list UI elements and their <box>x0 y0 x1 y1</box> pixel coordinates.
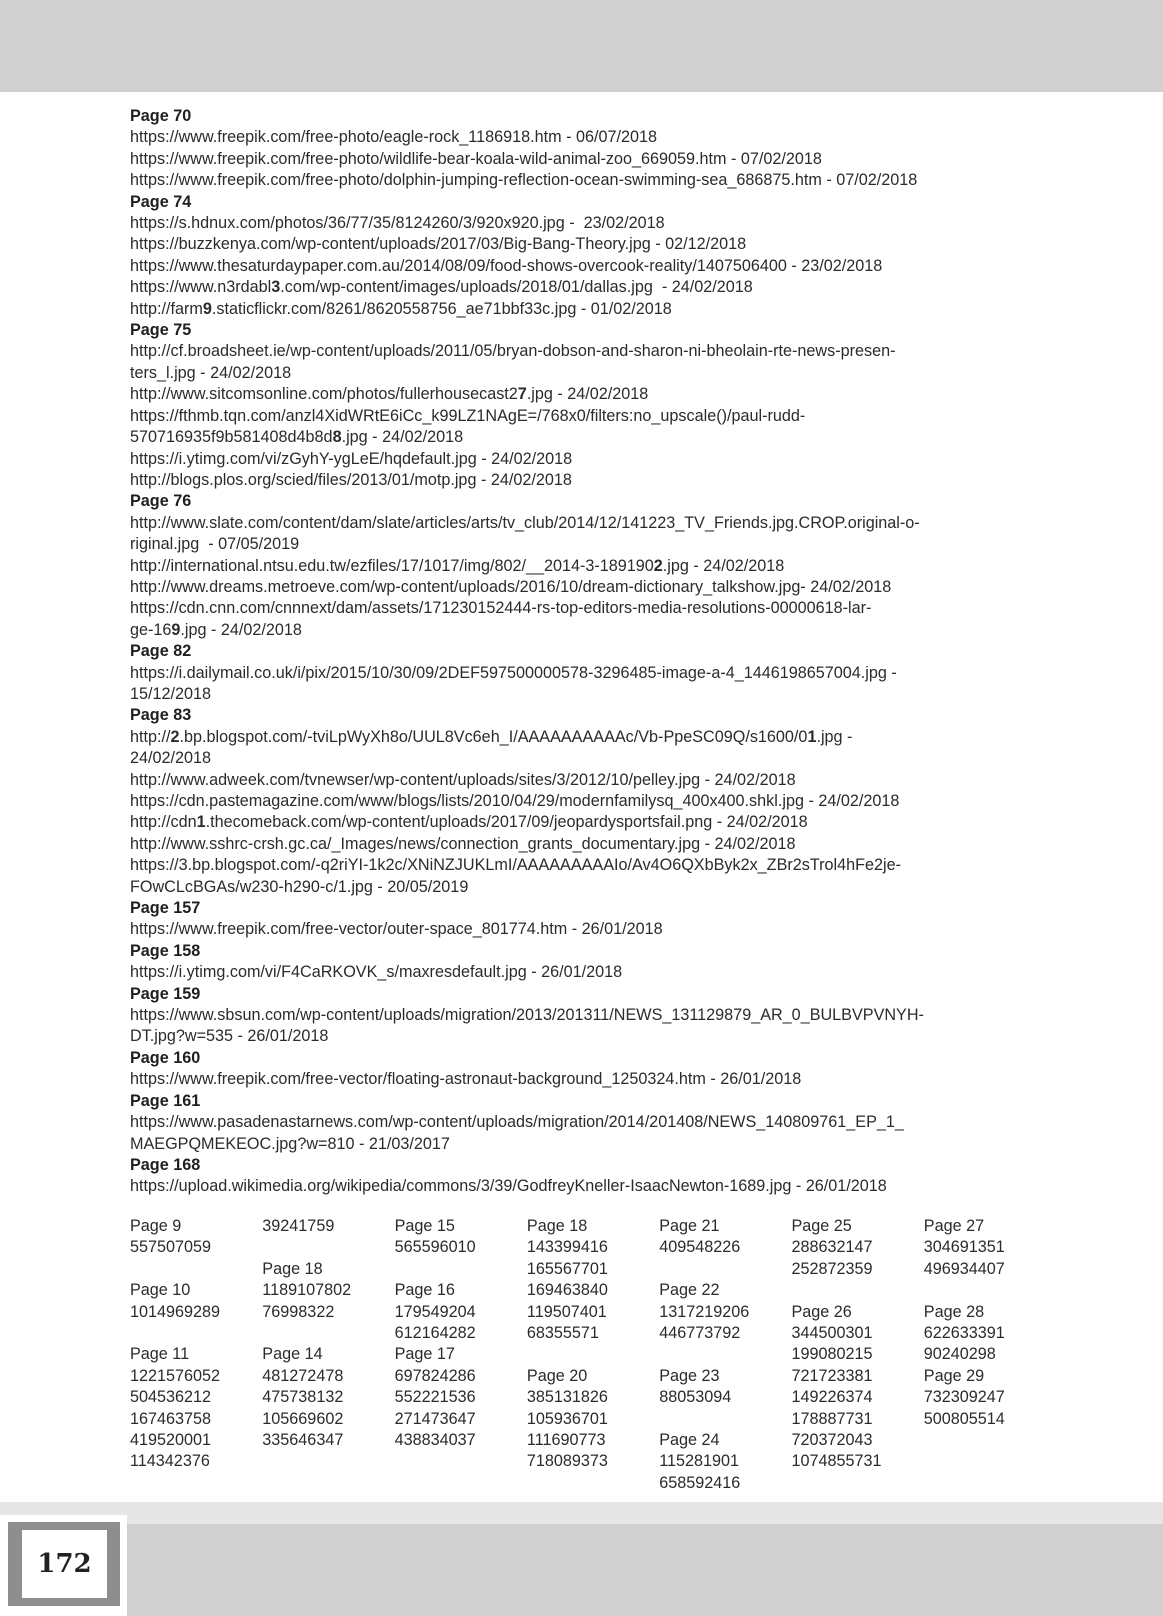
id-value <box>659 1344 791 1365</box>
id-value: 105669602 <box>262 1409 344 1428</box>
credit-url-line <box>130 556 1050 577</box>
id-page-label: Page 20 <box>526 1366 588 1385</box>
credit-url-line <box>130 406 1050 449</box>
id-value: 419520001 <box>130 1430 212 1449</box>
id-value: 732309247 <box>923 1388 1005 1407</box>
id-value: 1221576052 <box>130 1366 221 1385</box>
url-fragment: http://blogs.plos.org/scied/files/2013/01/motp.jpg - 24/02/2018 <box>130 470 572 489</box>
id-value <box>262 1323 394 1344</box>
url-fragment: https://www.freepik.com/free-photo/dolphin-jumping-reflection-ocean-swimming-sea_686875.htm - 07/02/2018 <box>130 171 918 190</box>
id-value: 115281901 <box>659 1452 740 1471</box>
credit-url-line <box>130 170 1050 191</box>
section-page-heading: Page 158 <box>130 941 201 960</box>
id-value: 39241759 <box>262 1217 335 1235</box>
credit-url-line <box>130 791 1050 812</box>
credit-url-line <box>130 213 1050 234</box>
credit-url-line <box>130 1176 1050 1197</box>
id-page-label: Page 10 <box>130 1281 191 1300</box>
credit-url-line <box>130 962 1050 983</box>
section-page-heading: Page 74 <box>130 192 192 211</box>
id-value: 88053094 <box>659 1388 732 1407</box>
id-page-label: Page 27 <box>923 1217 985 1235</box>
id-value: 481272478 <box>262 1366 344 1385</box>
image-credits-list <box>130 106 1050 1198</box>
url-fragment: https://3.bp.blogspot.com/-q2riYI-1k2c/XNiNZJUKLmI/AAAAAAAAAIo/Av4O6QXbByk2x_ZBr2sTrol4hFe2je- FOwCLcBGAs/w230-h290-c/1.jpg - 20/05/2019 <box>130 856 902 896</box>
id-value: 165567701 <box>526 1259 608 1278</box>
credit-url-line <box>130 513 1050 556</box>
credit-url-line <box>130 470 1050 491</box>
id-value: 622633391 <box>923 1323 1005 1342</box>
id-column <box>659 1216 791 1494</box>
id-value: 1014969289 <box>130 1302 221 1321</box>
url-fragment: .staticflickr.com/8261/8620558756_ae71bbf33c.jpg - 01/02/2018 <box>211 299 672 318</box>
url-fragment: .com/wp-content/images/uploads/2018/01/dallas.jpg - 24/02/2018 <box>280 278 753 297</box>
credit-url-line <box>130 449 1050 470</box>
id-value: 169463840 <box>526 1281 608 1300</box>
id-value <box>527 1344 659 1365</box>
id-value: 385131826 <box>526 1388 608 1407</box>
id-value <box>130 1259 262 1280</box>
id-column <box>791 1216 923 1494</box>
url-fragment: .jpg - 24/02/2018 <box>526 385 649 404</box>
url-fragment: https://www.freepik.com/free-vector/floating-astronaut-background_1250324.htm - 26/01/2018 <box>130 1070 802 1089</box>
url-fragment: https://www.freepik.com/free-photo/wildlife-bear-koala-wild-animal-zoo_669059.htm - 07/02/2018 <box>130 149 822 168</box>
url-bold-fragment: 7 <box>517 385 527 404</box>
url-fragment: .jpg - 24/02/2018 <box>180 620 302 639</box>
url-fragment: http://farm <box>130 299 203 318</box>
id-value: 1317219206 <box>659 1302 750 1321</box>
url-bold-fragment: 1 <box>807 727 817 746</box>
id-value: 720372043 <box>791 1430 873 1449</box>
credit-url-line <box>130 812 1050 833</box>
id-page-label: Page 21 <box>659 1217 720 1235</box>
id-value: 167463758 <box>130 1409 212 1428</box>
url-fragment: https://fthmb.tqn.com/anzl4XidWRtE6iCc_k99LZ1NAgE=/768x0/filters:no_upscale()/paul-rudd- 570716935f9b581408d4b8d <box>130 406 806 447</box>
url-bold-fragment: 2 <box>653 556 663 575</box>
url-fragment: https://upload.wikimedia.org/wikipedia/commons/3/39/GodfreyKneller-IsaacNewton-1689.jpg - 26/01/2018 <box>130 1177 887 1196</box>
credit-url-line <box>130 598 1050 641</box>
credit-url-line <box>130 256 1050 277</box>
credit-url-line <box>130 127 1050 148</box>
section-page-heading: Page 168 <box>130 1155 201 1174</box>
url-fragment: .bp.blogspot.com/-tviLpWyXh8o/UUL8Vc6eh_I/AAAAAAAAAAc/Vb-PpeSC09Q/s1600/0 <box>179 727 808 746</box>
id-value: 500805514 <box>923 1409 1005 1428</box>
url-fragment: .thecomeback.com/wp-content/uploads/2017/09/jeopardysportsfail.png - 24/02/2018 <box>205 813 808 832</box>
url-fragment: https://www.n3rdabl <box>130 278 272 297</box>
id-value <box>924 1280 1056 1301</box>
id-page-label: Page 26 <box>791 1302 852 1321</box>
id-value <box>130 1323 262 1344</box>
id-value: 76998322 <box>262 1302 335 1321</box>
id-column <box>395 1216 527 1494</box>
credit-url-line <box>130 341 1050 384</box>
section-page-heading: Page 160 <box>130 1048 201 1067</box>
credit-url-line <box>130 1112 1050 1155</box>
image-id-table <box>130 1216 1056 1494</box>
id-value: 68355571 <box>526 1323 599 1342</box>
id-value: 178887731 <box>791 1409 873 1428</box>
section-page-heading: Page 157 <box>130 899 201 918</box>
url-fragment: https://cdn.pastemagazine.com/www/blogs/lists/2010/04/29/modernfamilysq_400x400.shkl.jpg - 24/02/2018 <box>130 792 900 810</box>
id-value: 658592416 <box>659 1473 741 1492</box>
id-page-label: Page 15 <box>394 1217 455 1235</box>
id-value: 199080215 <box>791 1345 873 1364</box>
id-page-label: Page 11 <box>130 1345 190 1364</box>
section-page-heading: Page 70 <box>130 107 192 125</box>
id-column <box>924 1216 1056 1494</box>
section-page-heading: Page 83 <box>130 706 192 725</box>
id-value: 557507059 <box>130 1238 212 1257</box>
id-value: 119507401 <box>526 1302 607 1321</box>
id-value: 504536212 <box>130 1388 212 1407</box>
id-value <box>659 1409 791 1430</box>
url-bold-fragment: 3 <box>271 278 281 297</box>
section-page-heading: Page 76 <box>130 492 192 511</box>
id-page-label: Page 16 <box>394 1281 455 1300</box>
url-bold-fragment: 9 <box>171 620 181 639</box>
id-value: 335646347 <box>262 1430 344 1449</box>
id-value: 1189107802 <box>262 1281 352 1300</box>
id-value: 718089373 <box>526 1452 608 1471</box>
url-fragment: https://www.thesaturdaypaper.com.au/2014/08/09/food-shows-overcook-reality/1407506400 - 23/02/2018 <box>130 256 883 275</box>
url-fragment: https://cdn.cnn.com/cnnnext/dam/assets/171230152444-rs-top-editors-media-resolutions-00000618-lar- ge-16 <box>130 599 872 639</box>
id-value: 105936701 <box>526 1409 608 1428</box>
id-value: 697824286 <box>394 1366 476 1385</box>
id-value: 475738132 <box>262 1388 344 1407</box>
url-fragment: http://www.sshrc-crsh.gc.ca/_Images/news/connection_grants_documentary.jpg - 24/02/2018 <box>130 834 796 853</box>
credit-url-line <box>130 277 1050 298</box>
url-fragment: http://cdn <box>130 813 197 832</box>
url-fragment: http://international.ntsu.edu.tw/ezfiles/17/1017/img/802/__2014-3-189190 <box>130 556 654 575</box>
id-value <box>791 1280 923 1301</box>
credit-url-line <box>130 384 1050 405</box>
url-fragment: https://i.ytimg.com/vi/F4CaRKOVK_s/maxresdefault.jpg - 26/01/2018 <box>130 963 623 982</box>
id-column <box>130 1216 262 1494</box>
id-page-label: Page 22 <box>659 1281 720 1300</box>
url-bold-fragment: 2 <box>170 727 180 746</box>
credit-url-line <box>130 149 1050 170</box>
section-page-heading: Page 159 <box>130 984 201 1003</box>
section-page-heading: Page 82 <box>130 642 192 661</box>
top-gray-band <box>0 0 1163 92</box>
url-fragment: http://www.dreams.metroeve.com/wp-content/uploads/2016/10/dream-dictionary_talkshow.jpg- 24/02/2018 <box>130 577 892 596</box>
page-number-box <box>8 1522 120 1606</box>
credit-url-line <box>130 234 1050 255</box>
id-page-label: Page 14 <box>262 1345 323 1364</box>
id-page-label: Page 18 <box>526 1217 588 1235</box>
url-fragment: https://i.dailymail.co.uk/i/pix/2015/10/30/09/2DEF597500000578-3296485-image-a-4_1446198657004.jpg - 15/12/2018 <box>130 663 897 703</box>
id-page-label: Page 24 <box>659 1430 720 1449</box>
id-value: 304691351 <box>923 1238 1005 1257</box>
id-value: 111690773 <box>526 1430 606 1449</box>
id-page-label: Page 25 <box>791 1217 852 1235</box>
id-value: 288632147 <box>791 1238 873 1257</box>
credit-url-line <box>130 855 1050 898</box>
id-value: 496934407 <box>923 1259 1005 1278</box>
id-value: 179549204 <box>394 1302 476 1321</box>
id-value <box>262 1237 394 1258</box>
url-fragment: https://i.ytimg.com/vi/zGyhY-ygLeE/hqdefault.jpg - 24/02/2018 <box>130 449 573 468</box>
url-fragment: http://cf.broadsheet.ie/wp-content/uploads/2011/05/bryan-dobson-and-sharon-ni-bheolain-rte-news-presen- ters_l.jpg - 24/02/2018 <box>130 342 896 382</box>
url-bold-fragment: 8 <box>332 428 342 447</box>
id-value: 344500301 <box>791 1323 873 1342</box>
id-value: 565596010 <box>394 1238 476 1257</box>
id-value: 612164282 <box>394 1323 476 1342</box>
url-fragment: http://www.adweek.com/tvnewser/wp-content/uploads/sites/3/2012/10/pelley.jpg - 24/02/2018 <box>130 770 796 789</box>
id-value: 271473647 <box>394 1409 476 1428</box>
section-page-heading: Page 161 <box>130 1091 201 1110</box>
id-page-label: Page 18 <box>262 1259 323 1278</box>
id-value: 552221536 <box>394 1388 476 1407</box>
credit-url-line <box>130 1069 1050 1090</box>
url-fragment: .jpg - 24/02/2018 <box>341 428 464 447</box>
id-value: 1074855731 <box>791 1452 882 1471</box>
url-fragment: https://www.freepik.com/free-vector/outer-space_801774.htm - 26/01/2018 <box>130 920 663 939</box>
page-number: 172 <box>22 1530 107 1598</box>
id-value: 252872359 <box>791 1259 873 1278</box>
credit-url-line <box>130 299 1050 320</box>
id-value <box>659 1259 791 1280</box>
id-page-label: Page 17 <box>394 1345 455 1364</box>
credit-url-line <box>130 834 1050 855</box>
url-fragment: http://www.sitcomsonline.com/photos/fullerhousecast2 <box>130 385 518 404</box>
url-bold-fragment: 1 <box>196 813 206 832</box>
url-fragment: http://www.slate.com/content/dam/slate/articles/arts/tv_club/2014/12/141223_TV_Friends.jpg.CROP.original-o- riginal.jpg - 07/05/2019 <box>130 513 920 554</box>
url-fragment: https://www.freepik.com/free-photo/eagle-rock_1186918.htm - 06/07/2018 <box>130 128 657 147</box>
url-fragment: .jpg - 24/02/2018 <box>130 727 853 768</box>
id-page-label: Page 23 <box>659 1366 720 1385</box>
id-value <box>395 1259 527 1280</box>
credit-url-line <box>130 663 1050 706</box>
id-page-label: Page 28 <box>923 1302 985 1321</box>
credit-url-line <box>130 919 1050 940</box>
url-fragment: http:// <box>130 727 171 746</box>
id-value: 721723381 <box>791 1366 873 1385</box>
credit-url-line <box>130 577 1050 598</box>
url-bold-fragment: 9 <box>202 299 212 318</box>
credit-url-line <box>130 770 1050 791</box>
id-value: 114342376 <box>130 1452 210 1471</box>
id-value: 143399416 <box>526 1238 608 1257</box>
id-value: 90240298 <box>923 1345 996 1364</box>
url-fragment: .jpg - 24/02/2018 <box>662 556 785 575</box>
credit-url-line <box>130 1005 1050 1048</box>
id-value: 409548226 <box>659 1238 741 1257</box>
id-column <box>262 1216 394 1494</box>
bottom-band-highlight <box>0 1502 1163 1524</box>
id-value: 149226374 <box>791 1388 873 1407</box>
url-fragment: https://www.pasadenastarnews.com/wp-content/uploads/migration/2014/201408/NEWS_140809761_EP_1_ MAEGPQMEKEOC.jpg?w=810 - 21/03/2017 <box>130 1113 904 1153</box>
url-fragment: https://www.sbsun.com/wp-content/uploads/migration/2013/201311/NEWS_131129879_AR_0_BULBVPVNYH- DT.jpg?w=535 - 26/01/2018 <box>130 1006 924 1046</box>
id-page-label: Page 29 <box>923 1366 985 1385</box>
url-fragment: https://buzzkenya.com/wp-content/uploads/2017/03/Big-Bang-Theory.jpg - 02/12/2018 <box>130 235 747 254</box>
id-page-label: Page 9 <box>130 1217 182 1235</box>
id-value: 438834037 <box>394 1430 476 1449</box>
url-fragment: https://s.hdnux.com/photos/36/77/35/8124260/3/920x920.jpg - 23/02/2018 <box>130 214 665 233</box>
credit-url-line <box>130 727 1050 770</box>
id-column <box>527 1216 659 1494</box>
id-value: 446773792 <box>659 1323 741 1342</box>
section-page-heading: Page 75 <box>130 321 192 340</box>
